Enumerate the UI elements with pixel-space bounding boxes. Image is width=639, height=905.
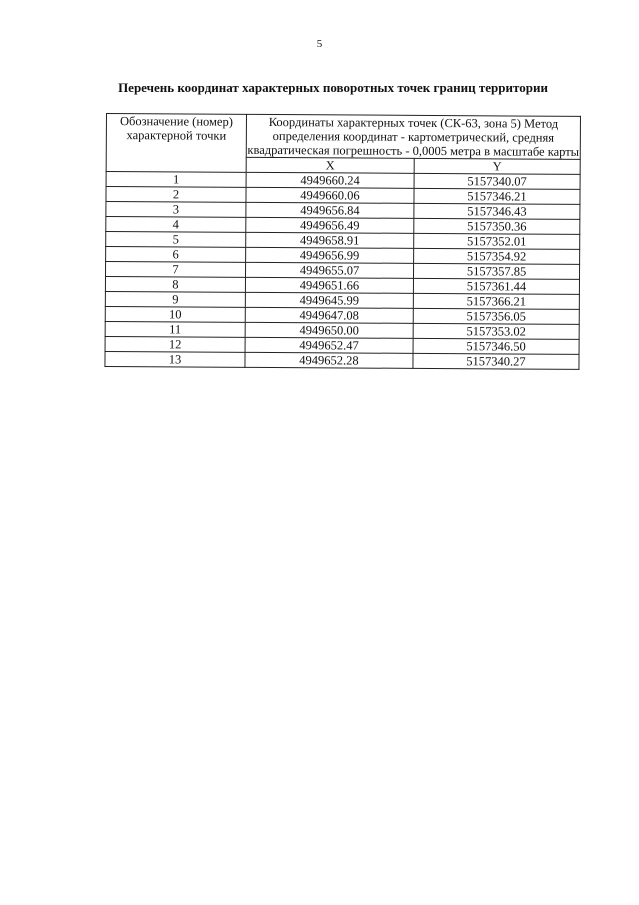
y-coordinate-cell: 5157357.85 [413,263,579,279]
x-coordinate-cell: 4949655.07 [245,262,413,278]
x-coordinate-cell: 4949656.49 [246,217,414,233]
x-coordinate-cell: 4949651.66 [245,277,413,293]
point-number-cell: 1 [106,172,246,188]
y-coordinate-cell: 5157356.05 [413,308,579,324]
x-coordinate-cell: 4949645.99 [245,292,413,308]
header-x: X [246,157,414,173]
coordinates-table-body [105,114,581,370]
page-number: 5 [316,38,323,50]
point-number-cell: 6 [106,247,246,263]
point-number-cell: 12 [105,336,245,352]
coordinates-table [104,113,581,370]
y-coordinate-cell: 5157354.92 [414,248,580,264]
header-point-designation: Обозначение (номер) характерной точки [106,114,246,173]
point-number-cell: 5 [106,232,246,248]
y-coordinate-cell: 5157366.21 [413,293,579,309]
x-coordinate-cell: 4949652.28 [245,352,413,368]
point-number-cell: 11 [105,321,245,337]
point-number-cell: 9 [105,291,245,307]
table-row [105,351,579,369]
y-coordinate-cell: 5157350.36 [414,218,580,234]
x-coordinate-cell: 4949658.91 [246,232,414,248]
point-number-cell: 2 [106,187,246,203]
x-coordinate-cell: 4949652.47 [245,337,413,353]
y-coordinate-cell: 5157346.21 [414,188,580,204]
point-number-cell: 3 [106,202,246,218]
x-coordinate-cell: 4949660.06 [246,187,414,203]
point-number-cell: 4 [106,217,246,233]
point-number-cell: 13 [105,351,245,367]
y-coordinate-cell: 5157346.50 [413,338,579,354]
header-y: Y [414,158,580,174]
x-coordinate-cell: 4949647.08 [245,307,413,323]
x-coordinate-cell: 4949656.99 [246,247,414,263]
point-number-cell: 7 [106,262,246,278]
y-coordinate-cell: 5157361.44 [413,278,579,294]
x-coordinate-cell: 4949650.00 [245,322,413,338]
y-coordinate-cell: 5157352.01 [414,233,580,249]
document-title: Перечень координат характерных поворотных точек границ территории [118,80,548,95]
x-coordinate-cell: 4949660.24 [246,172,414,188]
x-coordinate-cell: 4949656.84 [246,202,414,218]
header-coordinates-description: Координаты характерных точек (СК-63, зона 5) Метод определения координат - картометрический, средняя квадратическая погрешность - 0,0005 метра в масштабе карты [247,114,580,159]
y-coordinate-cell: 5157353.02 [413,323,579,339]
y-coordinate-cell: 5157346.43 [414,203,580,219]
point-number-cell: 10 [105,306,245,322]
y-coordinate-cell: 5157340.07 [414,173,580,189]
y-coordinate-cell: 5157340.27 [413,353,579,369]
point-number-cell: 8 [105,277,245,293]
table-header-row [106,114,580,160]
